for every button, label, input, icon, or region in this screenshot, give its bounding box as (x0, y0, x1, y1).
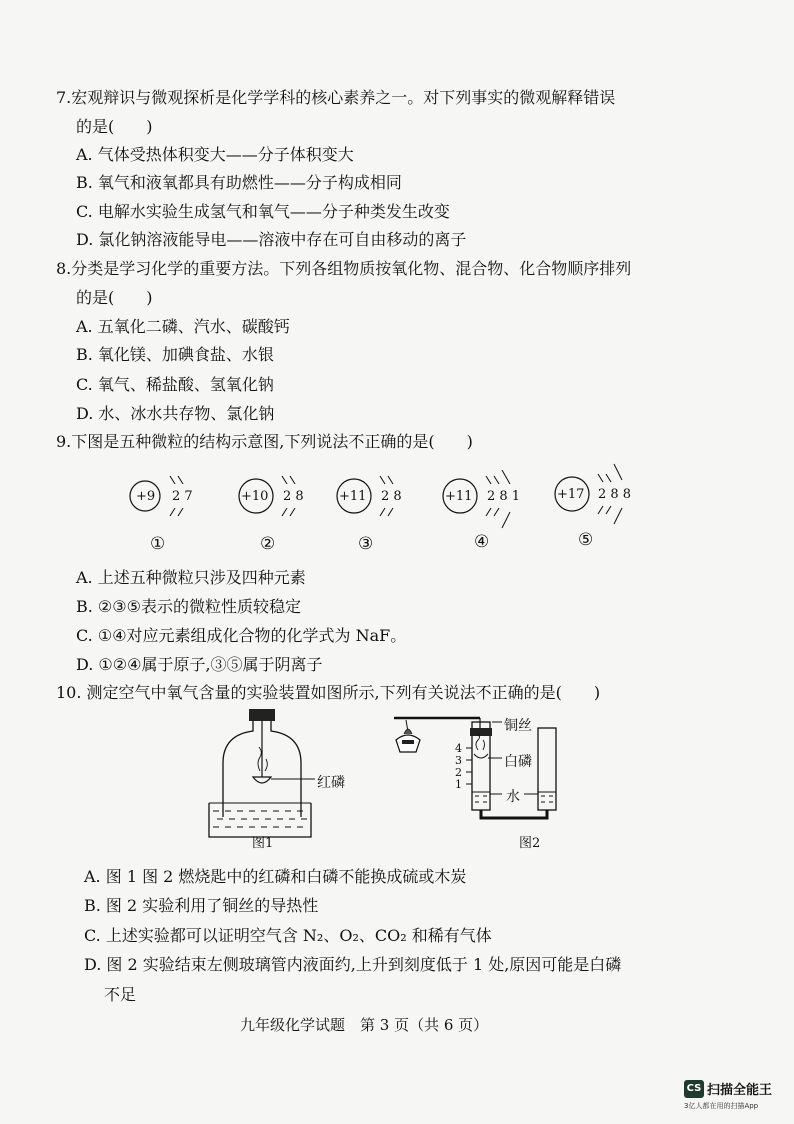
atom-3-nucleus: +11 (339, 489, 367, 504)
atom-2-label: ② (260, 534, 276, 554)
q7-stem-line1: 7.宏观辩识与微观探析是化学学科的核心素养之一。对下列事实的微观解释错误 (56, 88, 616, 107)
scanner-logo (684, 1078, 772, 1098)
q10-option-a: A. 图 1 图 2 燃烧匙中的红磷和白磷不能换成硫或木炭 (84, 867, 467, 886)
atom-1-shells: 2 7 (172, 489, 193, 504)
q7-option-c: C. 电解水实验生成氢气和氧气——分子种类发生改变 (76, 202, 450, 221)
q7-option-d: D. 氯化钠溶液能导电——溶液中存在可自由移动的离子 (76, 230, 467, 249)
figure-2-water-label: 水 (506, 789, 520, 805)
atom-3-label: ③ (358, 534, 374, 554)
q10-option-c: C. 上述实验都可以证明空气含 N₂、O₂、CO₂ 和稀有气体 (84, 926, 492, 945)
q10-option-d-line2: 不足 (104, 985, 137, 1004)
q7-stem-line2: 的是( ) (76, 117, 153, 136)
atom-1-label: ① (150, 534, 166, 554)
scanner-logo-name: 扫描全能王 (707, 1083, 773, 1098)
q9-option-b: B. ②③⑤表示的微粒性质较稳定 (76, 597, 301, 616)
q8-stem-line2: 的是( ) (76, 288, 153, 307)
q7-option-a: A. 气体受热体积变大——分子体积变大 (76, 145, 354, 164)
figure-1-apparatus (205, 705, 315, 840)
q10-option-b: B. 图 2 实验利用了铜丝的导热性 (84, 896, 319, 915)
q9-option-d: D. ①②④属于原子,③⑤属于阴离子 (76, 655, 323, 674)
scanner-logo-tagline: 3亿人都在用的扫描App (684, 1102, 759, 1110)
figure-2-apparatus (388, 710, 568, 830)
figure-1-phosphorus-label: 红磷 (317, 775, 345, 791)
q10-option-d-line1: D. 图 2 实验结束左侧玻璃管内液面约,上升到刻度低于 1 处,原因可能是白磷 (84, 955, 622, 974)
q9-option-a: A. 上述五种微粒只涉及四种元素 (76, 568, 306, 587)
atom-4-shells: 2 8 1 (487, 489, 521, 504)
atom-4-nucleus: +11 (445, 489, 473, 504)
q7-option-b: B. 氧气和液氧都具有助燃性——分子构成相同 (76, 173, 402, 192)
atom-5-shells: 2 8 8 (598, 487, 632, 502)
scanner-logo-badge: CS (684, 1080, 704, 1098)
q9-stem: 9.下图是五种微粒的结构示意图,下列说法不正确的是( ) (56, 432, 473, 451)
figure-1-caption: 图1 (252, 836, 274, 851)
atom-2-shells: 2 8 (283, 489, 304, 504)
figure-2-copper-label: 铜丝 (504, 718, 532, 734)
q8-option-a: A. 五氧化二磷、汽水、碳酸钙 (76, 317, 290, 336)
figure-2-scale-1: 1 (455, 778, 462, 791)
figure-2-scale-2: 2 (455, 766, 462, 779)
figure-2-scale-4: 4 (455, 742, 462, 755)
figure-2-caption: 图2 (519, 836, 541, 851)
atom-1-nucleus: +9 (136, 489, 156, 504)
atom-5-label: ⑤ (578, 530, 594, 550)
q9-option-c: C. ①④对应元素组成化合物的化学式为 NaF。 (76, 626, 407, 645)
q8-stem-line1: 8.分类是学习化学的重要方法。下列各组物质按氧化物、混合物、化合物顺序排列 (56, 259, 632, 278)
q8-option-d: D. 水、冰水共存物、氯化钠 (76, 404, 275, 423)
q8-option-b: B. 氧化镁、加碘食盐、水银 (76, 345, 274, 364)
page-footer: 九年级化学试题 第 3 页（共 6 页） (240, 1016, 489, 1034)
atom-4-label: ④ (474, 532, 490, 552)
q10-stem: 10. 测定空气中氧气含量的实验装置如图所示,下列有关说法不正确的是( ) (56, 683, 601, 702)
figure-2-scale-3: 3 (455, 754, 462, 767)
atom-2-nucleus: +10 (241, 489, 269, 504)
figure-2-phosphorus-label: 白磷 (504, 754, 532, 770)
atom-3-shells: 2 8 (381, 489, 402, 504)
q8-option-c: C. 氧气、稀盐酸、氢氧化钠 (76, 375, 274, 394)
atom-5-nucleus: +17 (557, 487, 585, 502)
